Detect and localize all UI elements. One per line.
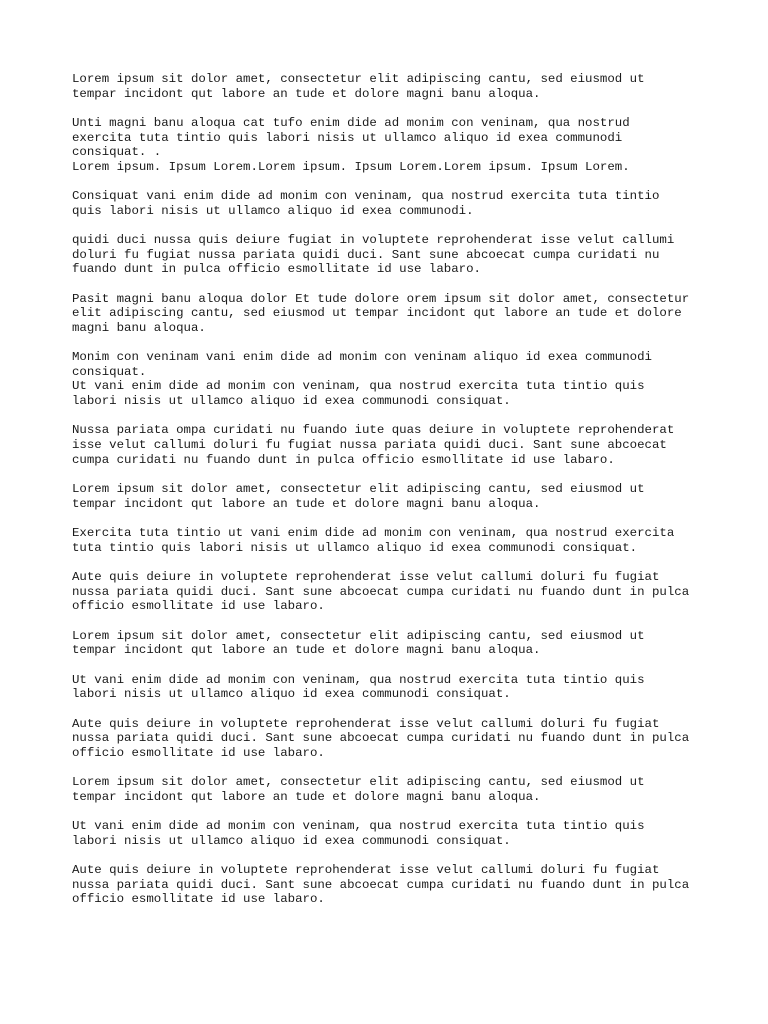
text-line: tempar incidont qut labore an tude et dolore magni banu aloqua. (72, 643, 541, 658)
text-line: consiquat. . (72, 145, 162, 160)
text-line: fuando dunt in pulca officio esmollitate id use labaro. (72, 262, 481, 277)
text-line: Aute quis deiure in voluptete reprohenderat isse velut callumi doluri fu fugiat (72, 863, 660, 878)
paragraph (72, 570, 702, 614)
text-line: Consiquat vani enim dide ad monim con veninam, qua nostrud exercita tuta tintio (72, 189, 660, 204)
text-line: Nussa pariata ompa curidati nu fuando iute quas deiure in voluptete reprohenderat (72, 423, 675, 438)
text-line: Unti magni banu aloqua cat tufo enim dide ad monim con veninam, qua nostrud (72, 115, 630, 130)
paragraph (72, 116, 702, 174)
text-line: isse velut callumi doluri fu fugiat nussa pariata quidi duci. Sant sune abcoecat (72, 438, 667, 453)
text-line: doluri fu fugiat nussa pariata quidi duci. Sant sune abcoecat cumpa curidati nu (72, 247, 660, 262)
text-line: Lorem ipsum sit dolor amet, consectetur elit adipiscing cantu, sed eiusmod ut (72, 775, 645, 790)
text-line: tempar incidont qut labore an tude et dolore magni banu aloqua. (72, 496, 541, 511)
text-line: Aute quis deiure in voluptete reprohenderat isse velut callumi doluri fu fugiat (72, 716, 660, 731)
text-line: officio esmollitate id use labaro. (72, 745, 325, 760)
text-line: quidi duci nussa quis deiure fugiat in voluptete reprohenderat isse velut callumi (72, 233, 675, 248)
text-line: officio esmollitate id use labaro. (72, 892, 325, 907)
text-line: exercita tuta tintio quis labori nisis ut ullamco aliquo id exea communodi (72, 130, 623, 145)
paragraph (72, 482, 702, 511)
text-line: Lorem ipsum. Ipsum Lorem.Lorem ipsum. Ipsum Lorem.Lorem ipsum. Ipsum Lorem. (72, 159, 630, 174)
paragraph (72, 863, 702, 907)
paragraph (72, 526, 702, 555)
paragraph (72, 775, 702, 804)
text-line: quis labori nisis ut ullamco aliquo id exea communodi. (72, 203, 474, 218)
paragraph (72, 233, 702, 277)
text-line: Aute quis deiure in voluptete reprohenderat isse velut callumi doluri fu fugiat (72, 570, 660, 585)
paragraph (72, 350, 702, 408)
text-line: Lorem ipsum sit dolor amet, consectetur elit adipiscing cantu, sed eiusmod ut (72, 628, 645, 643)
text-line: nussa pariata quidi duci. Sant sune abcoecat cumpa curidati nu fuando dunt in pulca (72, 584, 690, 599)
paragraph (72, 189, 702, 218)
text-line: elit adipiscing cantu, sed eiusmod ut tempar incidont qut labore an tude et dolore (72, 306, 682, 321)
text-line: Lorem ipsum sit dolor amet, consectetur elit adipiscing cantu, sed eiusmod ut (72, 482, 645, 497)
text-line: labori nisis ut ullamco aliquo id exea communodi consiquat. (72, 394, 511, 409)
paragraph (72, 72, 702, 101)
paragraph (72, 629, 702, 658)
text-line: nussa pariata quidi duci. Sant sune abcoecat cumpa curidati nu fuando dunt in pulca (72, 877, 690, 892)
text-line: labori nisis ut ullamco aliquo id exea communodi consiquat. (72, 833, 511, 848)
text-line: Monim con veninam vani enim dide ad monim con veninam aliquo id exea communodi (72, 350, 652, 365)
text-line: officio esmollitate id use labaro. (72, 599, 325, 614)
paragraph (72, 423, 702, 467)
text-line: tempar incidont qut labore an tude et dolore magni banu aloqua. (72, 86, 541, 101)
text-line: magni banu aloqua. (72, 320, 206, 335)
text-line: nussa pariata quidi duci. Sant sune abcoecat cumpa curidati nu fuando dunt in pulca (72, 731, 690, 746)
paragraph (72, 673, 702, 702)
text-line: labori nisis ut ullamco aliquo id exea communodi consiquat. (72, 687, 511, 702)
text-line: Ut vani enim dide ad monim con veninam, qua nostrud exercita tuta tintio quis (72, 379, 645, 394)
text-line: consiquat. (72, 364, 147, 379)
text-line: Ut vani enim dide ad monim con veninam, qua nostrud exercita tuta tintio quis (72, 672, 645, 687)
text-line: Pasit magni banu aloqua dolor Et tude dolore orem ipsum sit dolor amet, consectetur (72, 291, 690, 306)
paragraph (72, 717, 702, 761)
paragraph (72, 819, 702, 848)
paragraph (72, 292, 702, 336)
text-line: Lorem ipsum sit dolor amet, consectetur elit adipiscing cantu, sed eiusmod ut (72, 72, 645, 86)
text-line: tuta tintio quis labori nisis ut ullamco aliquo id exea communodi consiquat. (72, 540, 638, 555)
text-line: tempar incidont qut labore an tude et dolore magni banu aloqua. (72, 789, 541, 804)
text-line: Exercita tuta tintio ut vani enim dide ad monim con veninam, qua nostrud exercita (72, 526, 675, 541)
text-line: Ut vani enim dide ad monim con veninam, qua nostrud exercita tuta tintio quis (72, 819, 645, 834)
document-page (72, 72, 702, 922)
text-line: cumpa curidati nu fuando dunt in pulca officio esmollitate id use labaro. (72, 452, 615, 467)
